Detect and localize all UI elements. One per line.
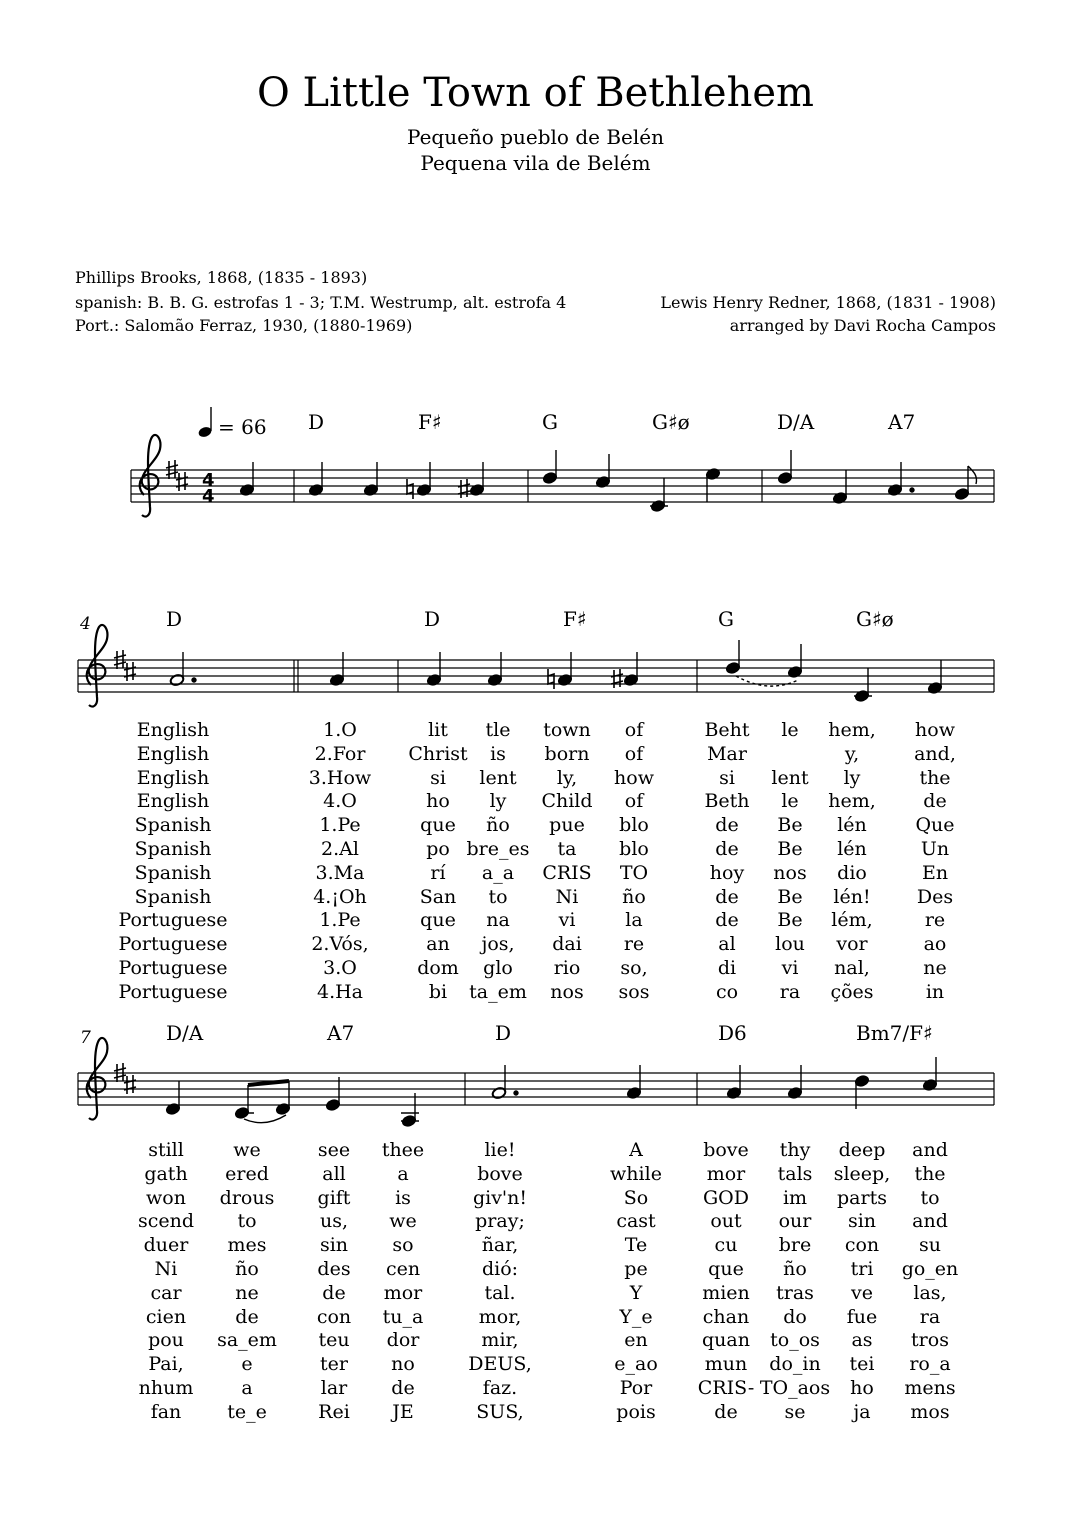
lyric-syllable: blo xyxy=(619,838,649,860)
lyric-syllable: no xyxy=(391,1353,415,1376)
lyric-syllable: English xyxy=(136,766,210,789)
lyric-syllable: thee xyxy=(381,1139,425,1161)
lyric-syllable: sa_em xyxy=(217,1329,277,1352)
lyric-syllable: En xyxy=(921,861,949,884)
chord-symbol: D xyxy=(308,410,325,434)
lyric-syllable: al xyxy=(718,933,736,956)
lyric-syllable: won xyxy=(146,1186,186,1209)
lyric-syllable: lén xyxy=(837,838,867,860)
lyric-syllable: ho xyxy=(426,790,450,813)
lyric-syllable: tle xyxy=(485,719,511,741)
lyric-syllable: fue xyxy=(846,1305,878,1328)
lyric-syllable: DEUS, xyxy=(468,1353,532,1376)
lyric-syllable: Y_e xyxy=(619,1305,653,1328)
lyric-syllable: sin xyxy=(319,1234,349,1257)
lyric-syllable: ve xyxy=(851,1281,873,1304)
lyric-syllable: im xyxy=(782,1186,808,1209)
lyric-syllable: ta_em xyxy=(469,980,527,1003)
lyric-syllable: lén xyxy=(837,814,867,837)
measure-number-system-3: 7 xyxy=(80,1028,91,1048)
lyric-syllable: lent xyxy=(479,766,517,789)
lyric-syllable: Te xyxy=(624,1234,648,1257)
lyric-syllable: Portuguese xyxy=(118,980,228,1003)
svg-text:4: 4 xyxy=(202,486,215,507)
lyric-syllable: how xyxy=(915,719,955,741)
lyric-syllable: quan xyxy=(702,1329,750,1352)
lyric-syllable: bove xyxy=(477,1162,523,1185)
chord-symbol: Bm7/F♯ xyxy=(856,1021,933,1045)
lyric-syllable: nhum xyxy=(138,1377,194,1399)
lyric-syllable: Que xyxy=(915,814,955,837)
lyric-syllable: de xyxy=(714,1400,738,1423)
lyric-syllable: San xyxy=(419,885,457,908)
lyric-syllable: de xyxy=(715,838,739,860)
lyric-syllable: how xyxy=(614,766,654,789)
lyric-syllable: chan xyxy=(702,1305,750,1328)
lyric-syllable: giv'n! xyxy=(472,1186,528,1209)
lyric-syllable: to_os xyxy=(770,1329,820,1352)
lyric-syllable: le xyxy=(781,790,799,813)
lyric-syllable: lie! xyxy=(484,1139,516,1161)
lyric-syllable: is xyxy=(395,1186,411,1209)
lyric-syllable: a xyxy=(241,1377,253,1399)
chord-symbol: D xyxy=(495,1021,512,1045)
lyric-syllable: Pai, xyxy=(148,1353,184,1376)
lyric-syllable: que xyxy=(420,909,456,932)
lyric-syllable: e xyxy=(241,1353,253,1376)
lyric-syllable: su xyxy=(919,1234,941,1257)
lyric-syllable: ro_a xyxy=(909,1353,951,1376)
chord-symbol: D/A xyxy=(777,410,815,434)
lyric-syllable: sin xyxy=(847,1210,877,1233)
lyric-syllable: con xyxy=(844,1234,880,1257)
tempo-marking: = 66 xyxy=(218,415,267,439)
lyric-syllable: to xyxy=(488,885,508,908)
lyric-syllable: ly xyxy=(489,790,507,813)
chord-symbol: G xyxy=(542,410,558,434)
lyric-syllable: mun xyxy=(704,1353,748,1376)
lyric-syllable: e_ao xyxy=(614,1353,658,1376)
chord-symbol: D xyxy=(166,607,183,631)
lyric-syllable: CRIS xyxy=(542,861,592,884)
lyric-syllable: Christ xyxy=(408,742,468,765)
lyric-syllable: Y xyxy=(629,1281,643,1304)
chord-symbol: G xyxy=(718,607,734,631)
lyric-syllable: 3.How xyxy=(308,766,372,789)
lyric-syllable: 2.Vós, xyxy=(311,933,369,956)
lyric-syllable: still xyxy=(148,1139,184,1161)
lyric-syllable: ta xyxy=(557,838,577,860)
lyric-syllable: dió: xyxy=(481,1258,519,1280)
lyric-syllable: lit xyxy=(428,719,448,741)
lyric-syllable: Ni xyxy=(555,885,579,908)
lyric-syllable: JE xyxy=(392,1400,414,1423)
lyric-syllable: us, xyxy=(319,1210,349,1233)
lyric-syllable: lar xyxy=(320,1377,348,1399)
lyric-syllable: Be xyxy=(777,814,803,837)
lyric-syllable: born xyxy=(544,742,590,765)
lyric-syllable: en xyxy=(624,1329,648,1352)
chord-symbol: D6 xyxy=(718,1021,747,1045)
svg-text:4: 4 xyxy=(202,470,215,491)
chord-symbol: A7 xyxy=(888,410,916,434)
lyric-syllable: ho xyxy=(850,1377,874,1399)
lyric-syllable: the xyxy=(914,1162,946,1185)
lyric-syllable: Be xyxy=(777,885,803,908)
subtitle-portuguese: Pequena vila de Belém xyxy=(420,151,651,175)
lyric-syllable: drous xyxy=(219,1186,275,1209)
lyric-syllable: all xyxy=(322,1162,346,1185)
lyric-syllable: lém, xyxy=(831,909,873,932)
lyric-syllable: lent xyxy=(771,766,809,789)
lyric-syllable: se xyxy=(784,1400,806,1423)
lyric-syllable: ra xyxy=(919,1305,941,1328)
lyric-syllable: we xyxy=(233,1139,261,1161)
lyric-syllable: and xyxy=(912,1210,948,1233)
staff-system-3 xyxy=(78,1038,994,1128)
lyric-syllable: Spanish xyxy=(134,838,212,860)
lyric-syllable: 3.O xyxy=(323,957,357,979)
lyric-syllable: las, xyxy=(913,1281,947,1304)
lyric-syllable: ja xyxy=(853,1400,871,1423)
lyric-syllable: cen xyxy=(385,1258,421,1280)
lyric-syllable: re xyxy=(623,933,645,956)
credit-spanish-translator: spanish: B. B. G. estrofas 1 - 3; T.M. Westrump, alt. estrofa 4 xyxy=(75,293,567,312)
lyric-syllable: tri xyxy=(850,1258,874,1280)
chord-symbol: D xyxy=(424,607,441,631)
lyric-syllable: vi xyxy=(558,909,576,932)
lyric-syllable: cast xyxy=(616,1210,656,1233)
lyric-syllable: do_in xyxy=(769,1353,821,1376)
lyric-syllable: of xyxy=(624,719,644,741)
lyric-syllable: la xyxy=(625,909,643,932)
lyric-syllable: duer xyxy=(143,1234,189,1257)
lyric-syllable: 2.Al xyxy=(321,838,359,860)
lyric-syllable: bre xyxy=(778,1234,812,1257)
lyric-syllable: glo xyxy=(483,957,513,979)
lyric-syllable: cien xyxy=(145,1305,187,1328)
chord-symbol: G♯ø xyxy=(652,410,690,434)
lyric-syllable: Portuguese xyxy=(118,957,228,979)
lyric-syllable: pois xyxy=(616,1400,656,1423)
lyric-syllable: lou xyxy=(775,933,805,956)
lyric-syllable: ño xyxy=(783,1258,807,1280)
lyric-syllable: pe xyxy=(624,1258,648,1280)
lyric-syllable: Spanish xyxy=(134,814,212,837)
lyric-syllable: pray; xyxy=(475,1210,525,1233)
lyric-syllable: TO xyxy=(619,861,649,884)
lyric-syllable: Child xyxy=(541,790,593,813)
lyric-syllable: dor xyxy=(386,1329,420,1352)
lyric-syllable: vi xyxy=(781,957,799,979)
credit-composer: Lewis Henry Redner, 1868, (1831 - 1908) xyxy=(660,293,996,312)
chord-symbol: D/A xyxy=(166,1021,204,1045)
song-title: O Little Town of Bethlehem xyxy=(257,70,814,116)
lyric-syllable: and xyxy=(912,1139,948,1161)
lyric-syllable: tras xyxy=(776,1281,814,1304)
lyric-syllable: Ni xyxy=(154,1258,178,1280)
lyric-syllable: 4.Ha xyxy=(316,980,364,1003)
chord-symbol: F♯ xyxy=(418,410,442,434)
lyric-syllable: Rei xyxy=(318,1400,350,1423)
lyric-syllable: lén! xyxy=(833,885,871,908)
lyric-syllable: po xyxy=(426,838,450,860)
lyric-syllable: cu xyxy=(714,1234,738,1257)
lyric-syllable: bi xyxy=(428,980,448,1003)
lyric-syllable: mir, xyxy=(481,1329,519,1352)
lyric-syllable: our xyxy=(778,1210,812,1233)
lyric-syllable: 1.Pe xyxy=(319,814,361,837)
lyric-syllable: as xyxy=(851,1329,873,1352)
lyric-syllable: do xyxy=(783,1305,807,1328)
lyric-syllable: tei xyxy=(849,1353,875,1376)
lyric-syllable: que xyxy=(420,814,456,837)
lyric-syllable: an xyxy=(426,933,450,956)
lyric-syllable: ño xyxy=(622,885,646,908)
lyric-syllable: de xyxy=(715,814,739,837)
lyric-syllable: Por xyxy=(619,1377,653,1399)
lyric-syllable: so, xyxy=(620,957,648,979)
lyric-syllable: to xyxy=(920,1186,940,1209)
chord-symbol: F♯ xyxy=(563,607,587,631)
lyric-syllable: tros xyxy=(911,1329,949,1352)
lyric-syllable: jos, xyxy=(481,933,515,956)
lyric-syllable: ne xyxy=(923,957,947,979)
lyric-syllable: Portuguese xyxy=(118,909,228,932)
lyric-syllable: is xyxy=(490,742,506,765)
lyric-syllable: rí xyxy=(430,861,446,884)
lyric-syllable: mes xyxy=(227,1234,267,1257)
lyric-syllable: A xyxy=(629,1139,643,1161)
lyric-syllable: ly, xyxy=(556,766,578,789)
lyric-syllable: gath xyxy=(144,1162,188,1185)
lyric-syllable: ño xyxy=(235,1258,259,1280)
lyric-syllable: bre_es xyxy=(466,838,530,860)
lyric-syllable: blo xyxy=(619,814,649,837)
lyric-syllable: mos xyxy=(910,1400,950,1423)
lyric-syllable: fan xyxy=(150,1400,182,1423)
lyric-syllable: CRIS- xyxy=(697,1377,755,1399)
lyric-syllable: GOD xyxy=(703,1186,749,1209)
lyric-syllable: SUS, xyxy=(476,1400,524,1423)
lyric-syllable: scend xyxy=(137,1210,195,1233)
lyric-syllable: des xyxy=(317,1258,351,1280)
lyric-syllable: na xyxy=(486,909,510,932)
lyric-syllable: re xyxy=(924,909,946,932)
lyric-syllable: dai xyxy=(552,933,582,956)
lyric-syllable: tu_a xyxy=(382,1305,424,1328)
lyric-syllable: Beht xyxy=(704,719,750,741)
lyric-syllable: tal. xyxy=(484,1281,516,1304)
lyric-syllable: ly xyxy=(843,766,861,789)
lyric-syllable: nal, xyxy=(834,957,870,979)
lyric-syllable: we xyxy=(389,1210,417,1233)
lyric-syllable: Mar xyxy=(707,742,747,765)
credit-arranger: arranged by Davi Rocha Campos xyxy=(729,316,996,335)
lyric-syllable: ño xyxy=(486,814,510,837)
lyric-syllable: y, xyxy=(844,742,860,765)
lyric-syllable: di xyxy=(717,957,737,979)
lyric-syllable: Be xyxy=(777,838,803,860)
lyric-syllable: see xyxy=(317,1139,351,1161)
lyric-syllable: sleep, xyxy=(833,1162,891,1185)
lyric-syllable: Des xyxy=(916,885,954,908)
lyric-syllable: mor xyxy=(383,1281,423,1304)
lyric-syllable: teu xyxy=(318,1329,350,1352)
lyric-syllable: English xyxy=(136,742,210,765)
lyric-syllable: ra xyxy=(779,980,801,1003)
lyric-syllable: si xyxy=(430,766,446,789)
lyric-syllable: Spanish xyxy=(134,885,212,908)
lyric-syllable: nos xyxy=(773,861,807,884)
lyric-syllable: 2.For xyxy=(314,742,366,765)
lyric-syllable: mor, xyxy=(478,1305,522,1328)
lyric-syllable: pou xyxy=(148,1329,184,1352)
lyric-syllable: out xyxy=(710,1210,742,1233)
staff-system-2 xyxy=(78,625,994,707)
lyric-syllable: the xyxy=(919,766,951,789)
lyric-syllable: a xyxy=(397,1162,409,1185)
lyric-syllable: tals xyxy=(777,1162,813,1185)
lyric-syllable: ered xyxy=(225,1162,269,1185)
lyric-syllable: pue xyxy=(549,814,585,837)
lyric-syllable: a_a xyxy=(481,861,515,884)
chord-symbol: G♯ø xyxy=(856,607,894,631)
lyric-syllable: co xyxy=(715,980,739,1003)
lyric-syllable: 3.Ma xyxy=(315,861,365,884)
lyric-syllable: ñar, xyxy=(481,1234,519,1257)
lyric-syllable: car xyxy=(150,1281,182,1304)
lyric-syllable: and, xyxy=(914,742,956,765)
credit-portuguese-translator: Port.: Salomão Ferraz, 1930, (1880-1969) xyxy=(75,316,413,335)
lyric-syllable: parts xyxy=(837,1186,887,1209)
credit-lyricist: Phillips Brooks, 1868, (1835 - 1893) xyxy=(75,268,368,287)
lyric-syllable: sos xyxy=(618,980,650,1003)
lyric-syllable: mien xyxy=(702,1281,750,1304)
lyric-syllable: de xyxy=(391,1377,415,1399)
lyric-syllable: of xyxy=(624,790,644,813)
lyric-syllable: thy xyxy=(779,1139,811,1161)
lyric-syllable: de xyxy=(715,885,739,908)
lyric-syllable: de xyxy=(235,1305,259,1328)
lyric-syllable: que xyxy=(708,1258,744,1280)
lyric-syllable: TO_aos xyxy=(759,1377,831,1399)
lyric-syllable: Portuguese xyxy=(118,933,228,956)
lyric-syllable: So xyxy=(623,1186,649,1209)
lyric-syllable: deep xyxy=(838,1139,886,1161)
lyric-syllable: 4.¡Oh xyxy=(313,885,367,908)
lyric-syllable: dio xyxy=(837,861,867,884)
lyric-syllable: de xyxy=(923,790,947,813)
lyric-syllable: de xyxy=(322,1281,346,1304)
subtitle-spanish: Pequeño pueblo de Belén xyxy=(407,125,664,149)
lyric-syllable: mens xyxy=(904,1377,956,1399)
lyric-syllable: mor xyxy=(706,1162,746,1185)
lyric-syllable: 1.O xyxy=(323,719,357,741)
measure-number-system-2: 4 xyxy=(80,614,91,634)
chord-symbol: A7 xyxy=(327,1021,355,1045)
lyric-syllable: Be xyxy=(777,909,803,932)
lyric-syllable: in xyxy=(925,980,945,1003)
lyric-syllable: Beth xyxy=(704,790,750,813)
lyric-syllable: 4.O xyxy=(323,790,357,813)
lyric-syllable: ter xyxy=(320,1353,348,1376)
lyric-syllable: si xyxy=(719,766,735,789)
lyric-syllable: 1.Pe xyxy=(319,909,361,932)
lyric-syllable: rio xyxy=(553,957,581,979)
lyric-syllable: te_e xyxy=(227,1400,267,1423)
lyric-syllable: go_en xyxy=(901,1258,959,1280)
lyric-syllable: English xyxy=(136,719,210,741)
lyric-syllable: English xyxy=(136,790,210,813)
lyric-syllable: of xyxy=(624,742,644,765)
lyric-syllable: ções xyxy=(830,980,874,1003)
lyric-syllable: hem, xyxy=(828,790,876,813)
lyric-syllable: so xyxy=(392,1234,414,1257)
lyric-syllable: town xyxy=(543,719,591,741)
lyric-syllable: while xyxy=(610,1162,662,1185)
lyric-syllable: con xyxy=(316,1305,352,1328)
lyric-syllable: ao xyxy=(923,933,947,956)
lyric-syllable: gift xyxy=(317,1186,351,1209)
lyric-syllable: de xyxy=(715,909,739,932)
lyric-syllable: Un xyxy=(920,838,950,860)
lyric-syllable: vor xyxy=(836,933,868,956)
lyric-syllable: le xyxy=(781,719,799,741)
lyric-syllable: Spanish xyxy=(134,861,212,884)
lyric-syllable: hem, xyxy=(828,719,876,741)
lyric-syllable: to xyxy=(237,1210,257,1233)
lyric-syllable: hoy xyxy=(709,861,745,884)
lyric-syllable: ne xyxy=(235,1281,259,1304)
lyric-syllable: nos xyxy=(550,980,584,1003)
lyric-syllable: faz. xyxy=(482,1377,518,1399)
lyric-syllable: bove xyxy=(703,1139,749,1161)
lyric-syllable: dom xyxy=(417,957,459,979)
